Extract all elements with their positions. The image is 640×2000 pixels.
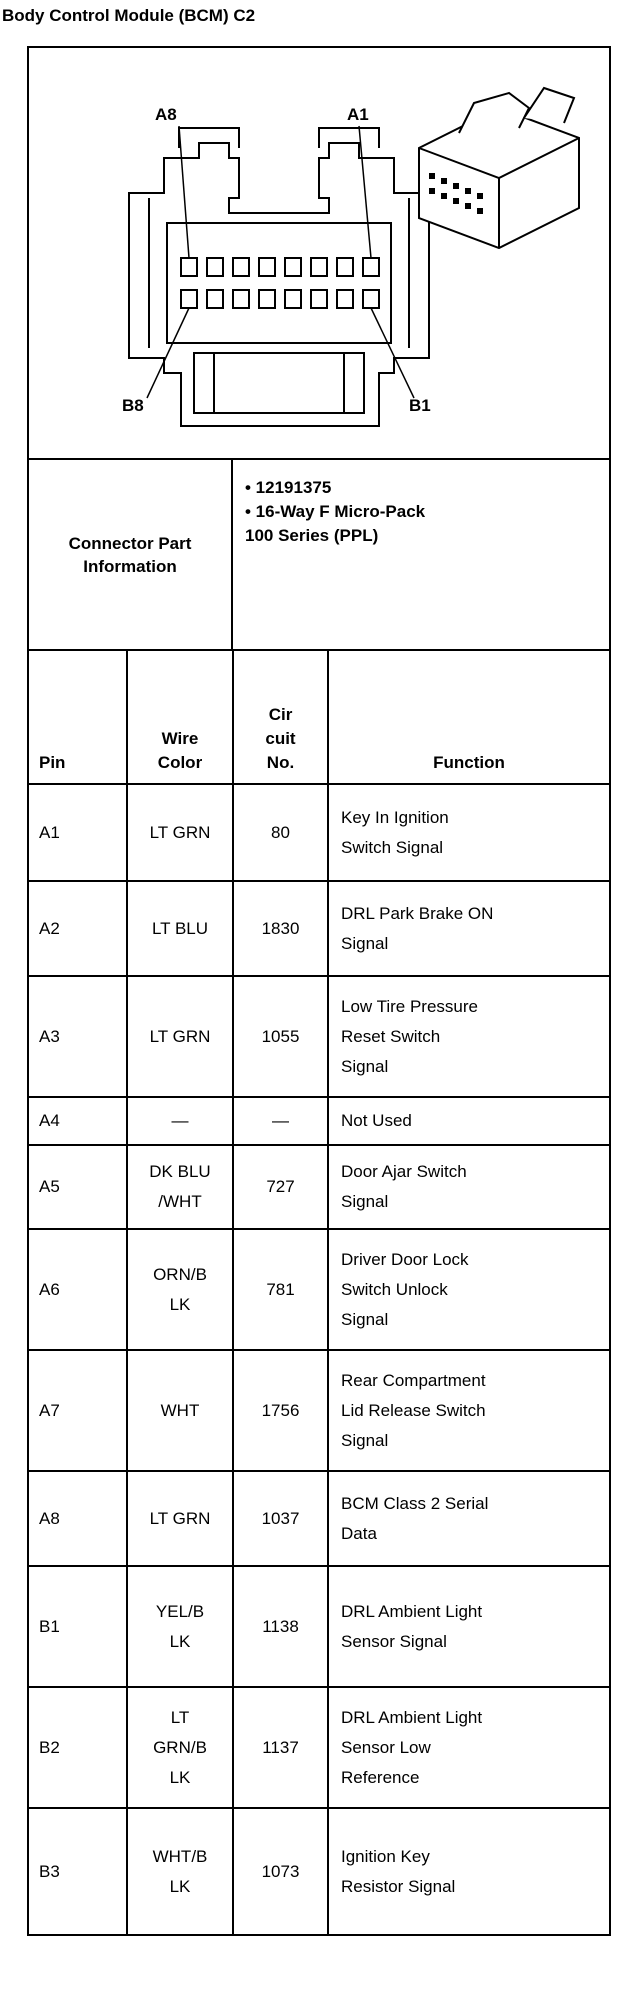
label-a8: A8 (155, 105, 177, 124)
header-wire-color: Wire Color (127, 651, 233, 784)
connector-part-info (29, 460, 609, 651)
cell-wire-color: LT GRN (127, 976, 233, 1097)
cell-pin: A1 (29, 784, 127, 881)
connector-part-info-values (233, 460, 609, 649)
cell-pin: A3 (29, 976, 127, 1097)
connector-part-info-label: Connector Part Information (29, 460, 233, 649)
cell-circuit: 80 (233, 784, 328, 881)
table-row (29, 1229, 609, 1350)
cell-wire-color: DK BLU /WHT (127, 1145, 233, 1229)
connector-face-drawing (29, 48, 609, 458)
cell-wire-color: LT GRN (127, 1471, 233, 1566)
label-a1: A1 (347, 105, 369, 124)
table-row (29, 1566, 609, 1687)
cell-function: Key In Ignition Switch Signal (328, 784, 609, 881)
cell-function: Not Used (328, 1097, 609, 1145)
table-row (29, 784, 609, 881)
cell-circuit: 1037 (233, 1471, 328, 1566)
cell-pin: A8 (29, 1471, 127, 1566)
cell-function: Low Tire Pressure Reset Switch Signal (328, 976, 609, 1097)
cell-wire-color: LT GRN (127, 784, 233, 881)
cell-wire-color: — (127, 1097, 233, 1145)
header-circuit: Cir cuit No. (233, 651, 328, 784)
label-b8: B8 (122, 396, 144, 415)
label-b1: B1 (409, 396, 431, 415)
table-row (29, 1687, 609, 1808)
part-description-line1: • 16-Way F Micro-Pack (245, 502, 426, 521)
pinout-header-row (29, 651, 609, 784)
cell-circuit: 1137 (233, 1687, 328, 1808)
cell-function: Driver Door Lock Switch Unlock Signal (328, 1229, 609, 1350)
cell-circuit: 727 (233, 1145, 328, 1229)
table-row (29, 1097, 609, 1145)
cell-function: BCM Class 2 Serial Data (328, 1471, 609, 1566)
header-pin: Pin (29, 651, 127, 784)
connector-iso-view (419, 88, 579, 248)
cell-circuit: 1756 (233, 1350, 328, 1471)
cell-circuit: 781 (233, 1229, 328, 1350)
cell-function: Ignition Key Resistor Signal (341, 1846, 456, 1896)
cell-function: Rear Compartment Lid Release Switch Signal (328, 1350, 609, 1471)
cell-wire-color: WHT/B LK (127, 1808, 233, 1934)
cell-circuit: 1830 (233, 881, 328, 976)
cell-wire-color: ORN/B LK (127, 1229, 233, 1350)
cell-wire-color: WHT (127, 1350, 233, 1471)
cell-function: DRL Ambient Light Sensor Signal (328, 1566, 609, 1687)
part-description-line2: 100 Series (PPL) (245, 526, 379, 545)
cell-wire-color: LT GRN/B LK (127, 1687, 233, 1808)
cell-function: Door Ajar Switch Signal (328, 1145, 609, 1229)
cell-function: DRL Ambient Light Sensor Low Reference (328, 1687, 609, 1808)
cell-pin: B1 (29, 1566, 127, 1687)
page-title: Body Control Module (BCM) C2 (2, 6, 256, 25)
cell-pin: A7 (29, 1350, 127, 1471)
table-row (29, 1145, 609, 1229)
header-function: Function (328, 651, 609, 784)
cell-pin: B3 (29, 1808, 127, 1934)
cell-circuit: — (233, 1097, 328, 1145)
cell-circuit: 1055 (233, 976, 328, 1097)
cavity-row-b (181, 290, 379, 308)
cavity-row-a (181, 258, 379, 276)
cell-pin: A2 (29, 881, 127, 976)
table-row (29, 976, 609, 1097)
cell-function: DRL Park Brake ON Signal (328, 881, 609, 976)
table-row (29, 881, 609, 976)
pinout-table (29, 651, 609, 1934)
cell-pin: A5 (29, 1145, 127, 1229)
cell-circuit: 1138 (233, 1566, 328, 1687)
cell-wire-color: LT BLU (127, 881, 233, 976)
cell-pin: A4 (29, 1097, 127, 1145)
connector-sheet (27, 46, 611, 1936)
table-row (29, 1350, 609, 1471)
cell-circuit: 1073 (233, 1808, 328, 1934)
table-row (29, 1471, 609, 1566)
cell-pin: B2 (29, 1687, 127, 1808)
pinout-rows (29, 784, 609, 1934)
table-row (29, 1808, 609, 1934)
connector-diagram (29, 48, 609, 460)
cell-wire-color: YEL/B LK (127, 1566, 233, 1687)
part-number: • 12191375 (245, 478, 332, 497)
cell-pin: A6 (29, 1229, 127, 1350)
